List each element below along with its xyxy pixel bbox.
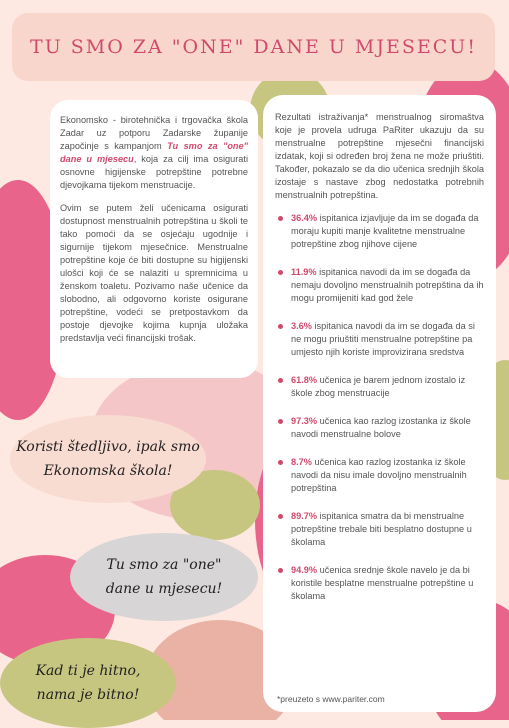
list-item xyxy=(275,415,484,441)
results-lead: Rezultati istraživanja* menstrualnog siromaštva koje je provela udruga PaRiter ukazuju da su menstrualne potrepštine mjesečni financijski izdatak, koji si određen broj žena ne može priuštiti. Također, pokazalo se da dio učenica srednjih škola izostaje s nastave zbog nedostatka potrebnih menstrualnih potrepština. xyxy=(275,112,484,200)
intro-text: , koja za cilj ima osigurati osnovne higijenske potrepštine potrebne djevojkama tijekom menstruacije. xyxy=(60,154,249,190)
bullet-icon xyxy=(278,514,283,519)
stat-text: učenica srednje škole navelo je da bi koristile besplatne menstrualne potrepštine u školama xyxy=(291,565,474,601)
bullet-icon xyxy=(278,419,283,424)
slogan-bubble-3 xyxy=(0,638,176,728)
intro-text: Ekonomsko - birotehnička i trgovačka škola Zadar uz potporu Zadarske županije započinje s kampanjom xyxy=(60,115,248,151)
source-note: *preuzeto s www.pariter.com xyxy=(277,694,385,704)
stats-list xyxy=(275,212,484,603)
stat-percent: 3.6% xyxy=(291,321,312,331)
campaign-name: Tu smo za "one" dane u mjesecu xyxy=(60,141,249,164)
stat-text: učenica kao razlog izostanka iz škole navodi da nisu imale dovoljno menstrualnih potrepština xyxy=(291,457,467,493)
bullet-icon xyxy=(278,378,283,383)
stat-percent: 61.8% xyxy=(291,375,318,385)
slogan-line: Ekonomska škola! xyxy=(43,463,173,479)
list-item xyxy=(275,266,484,305)
slogan-line: nama je bitno! xyxy=(36,687,140,703)
bullet-icon xyxy=(278,324,283,329)
list-item xyxy=(275,374,484,400)
title-banner xyxy=(12,13,495,81)
stat-text: učenica kao razlog izostanka iz škole navodi menstrualne bolove xyxy=(291,416,471,439)
list-item xyxy=(275,456,484,495)
stat-text: ispitanica smatra da bi menstrualne potrepštine trebale biti besplatno dostupne u školama xyxy=(291,511,472,547)
stat-percent: 36.4% xyxy=(291,213,318,223)
stat-text: učenica je barem jednom izostalo iz škole zbog menstruacije xyxy=(291,375,466,398)
stat-text: ispitanica navodi da im se događa da si ne mogu priuštiti menstrualne potrepštine pa umjesto njih koriste improvizirana sredstva xyxy=(291,321,475,357)
stat-percent: 8.7% xyxy=(291,457,312,467)
slogan-bubble-2 xyxy=(70,533,258,621)
slogan-bubble-1 xyxy=(10,415,206,503)
results-card xyxy=(263,95,496,712)
slogan-line: dane u mjesecu! xyxy=(105,581,223,597)
list-item xyxy=(275,212,484,251)
bullet-icon xyxy=(278,216,283,221)
stat-percent: 97.3% xyxy=(291,416,318,426)
stat-percent: 11.9% xyxy=(291,267,317,277)
intro-paragraph-1 xyxy=(60,114,248,192)
bullet-icon xyxy=(278,270,283,275)
intro-card xyxy=(50,100,258,378)
slogan-line: Kad ti je hitno, xyxy=(35,663,141,679)
stat-text: ispitanica izjavljuje da im se događa da moraju kupiti manje kvalitetne menstrualne potrepštine zbog njihove cijene xyxy=(291,213,479,249)
slogan-line: Tu smo za "one" xyxy=(106,557,222,573)
stat-text: ispitanica navodi da im se događa da nemaju dovoljno menstrualnih potrepština da ih mogu promijeniti kad god žele xyxy=(291,267,484,303)
slogan-line: Koristi štedljivo, ipak smo xyxy=(16,439,200,455)
stat-percent: 89.7% xyxy=(291,511,318,521)
intro-paragraph-2: Ovim se putem želi učenicama osigurati dostupnost menstrualnih potrepština u školi te tako pomoći da se osjećaju ugodnije i sigurnije tijekom mjesečnice. Menstrualne potrepštine koje će biti dostupne su higijenski ulošci koji će se nalaziti u spremnicima u ženskom toaletu. Pozivamo naše učenice da slobodno, ali odgovorno koriste osigurane potrepštine, vodeći se pretpostavkom da postoje djevojke kojima kupnja uložaka predstavlja veći financijski trošak. xyxy=(60,203,248,343)
list-item xyxy=(275,564,484,603)
page-title: TU SMO ZA "ONE" DANE U MJESECU! xyxy=(30,36,477,58)
bullet-icon xyxy=(278,460,283,465)
list-item xyxy=(275,510,484,549)
bullet-icon xyxy=(278,568,283,573)
list-item xyxy=(275,320,484,359)
stat-percent: 94.9% xyxy=(291,565,318,575)
